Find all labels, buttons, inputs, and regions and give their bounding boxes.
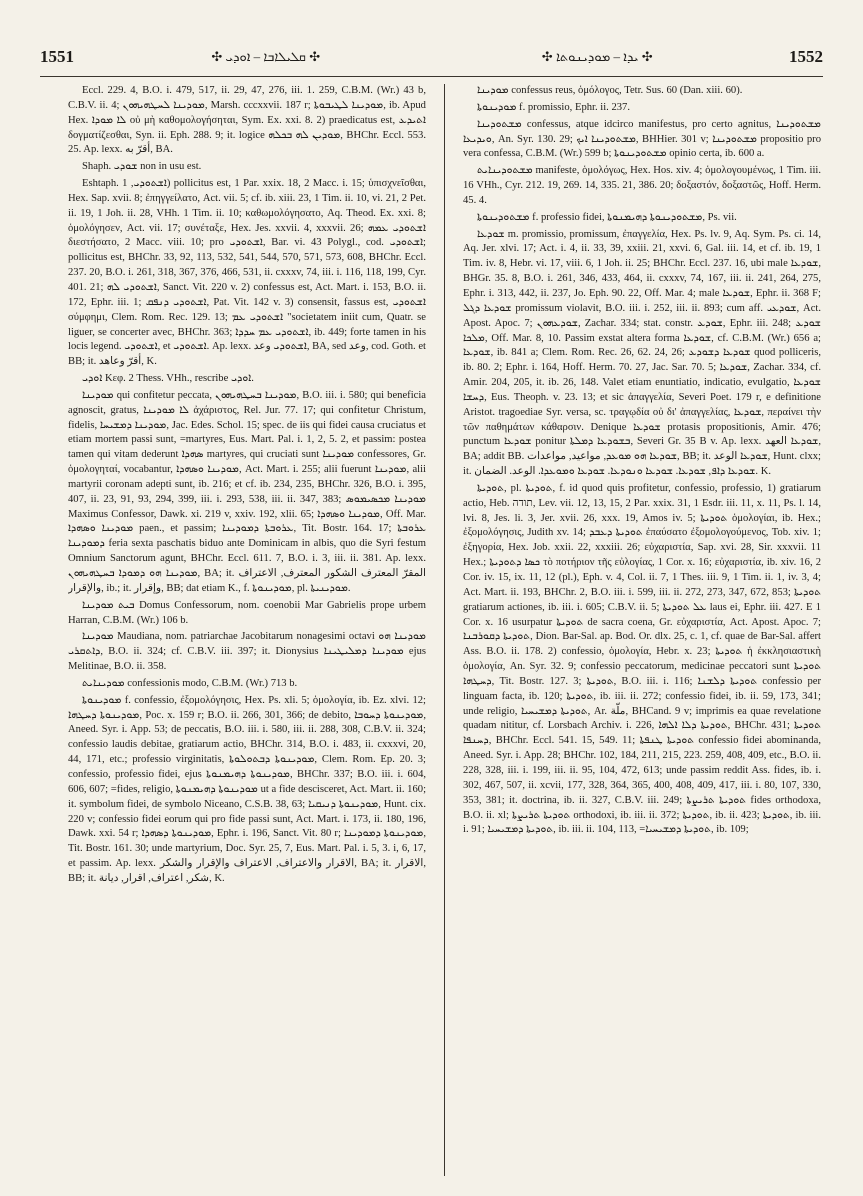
dictionary-entry: ܡܘܕܝܢܘܬܐ f. promissio, Ephr. ii. 237. <box>477 101 630 113</box>
dictionary-entry: ܒܝܬ ܡܘܕܝܢܐ Domus Confessorum, nom. coenobii Mar Gabrielis prope urbem Harran, C.B.M. (Wr.) 106 b. <box>68 599 426 626</box>
dictionary-entry: ܬܘܕܝܬܐ, pl. ܬܘܕܝܬܐ, f. id quod quis profitetur, confessio, professio, 1) gratiarum actio, Heb. תודה, Lev. vii. 12, 13, 15, 2 Par. xxix. 31, 1 Esdr. iii. 11, x. 11, Ps. l. 14, lvi. 8, Jes. li. 3, Jer. xvii. 26, xxx. 19, Amos iv. 5; ܬܘܕܝܬܐ ὁμολογίαι, ib. Hex.; ἐξομολόγησις, Judith xv. 14; ܬܘܕܝܬܐ ܕܥܒܕ ἐπαύσατο ἐξομολογούμενος, Tob. xiv. 1; ἐξηγορία, Hex. Job. xxii. 22, xxxiii. 26; εὐχαριστία, Sap. xvi. 28, Sir. xxxvii. 11 Hex.; ܟܣܐ ܕܬܘܕܝܬܐ τὸ ποτήριον τῆς εὐλογίας, 1 Cor. x. 16; εὐχαριστία, ib. xiv. 16, 2 Cor. iv. 15, ix. 11, 12 (pl.), Eph. v. 4, Col. ii. 7, 1 Thes. iii. 9, 1 Tim. ii. 1, iv. 3, 4; Act. Mart. ii. 193, BHChr. 2, B.O. iii. i. 599, iii. ii. 272, 273, 347, 672, 853; ܬܘܕܝܬܐ gratiarum actiones, ib. iii. i. 605; C.B.V. ii. 5; ܥܠ ܬܘܕܝܬܐ laus ei, Ephr. iii. 427. E 1 Cor. x. 16 usurpatur ܬܘܕܝܬܐ de sacra coena, Gr. εὐχαριστία, Act. Apost. Apoc. 7; ܬܘܕܝܬܐ ܕܩܘܪܒܢܐ, Dion. Bar-Sal. ap. Bod. Or. dlx. 25, c. 1, cf. quae de Bar-Sal. affert Ass. B.O. ii. 178. 2) confessio, ὁμολογία, Hebr. x. 23; ܬܘܕܝܬܐ ἡ ἐκκλησιαστικὴ ὁμολογία, An. Syr. 32. 9; confessio peccatorum, medicinae peccatori sunt ܬܘܕܝܬܐ ܕܚܛܗܐ, Tit. Bostr. 127. 3; ܬܘܕܝܬܐ, B.O. iii. i. 116; ܬܘܕܝܬܐ ܕܠܫܢܐ confessio per linguam facta, ib. 120; ܬܘܕܝܬܐ, ib. iii. ii. 272; confessio fidei, ib. ii. 59, 173, 341; unde religio, ܬܘܕܝܬܐ ܕܡܫܝܚܝܐ, Ar. ملّة, BHCand. 9 v; imprimis ea quae revelatione quadam nititur, cf. Lorsbach Archiv. i. 226, ܬܘܕܝܬܐ ܕܠܐ ܐܠܗܐ, BHChr. 431; ܬܘܕܝܬܐ ܕܚܢܦܐ, BHChr. Eccl. 541. 15, 549. 11; ܬܘܕܝܬܐ ܛܢܦܬܐ confessio fidei abominanda, Aneed. Syr. i. App. 28; BHChr. 102, 184, 211, 215, 223. 259, 408, 409, etc., B.O. ii. 228, 328, iii. i. 199, iii. ii. 95, 104, 472, 613; unde passim reddit Ass. fides, ib. i. 302, 467, 507, ii. xcvii, 177, 328, 364, 365, 400, 408, 409, 417, iii. i. 80, 107, 330, 353, 381; it. doctrina, ib. ii. 327, C.B.V. iii. 249; ܬܘܕܝܬܐ ܬܪܝܨܬܐ fides orthodoxa, B.O. ii. xl; ܬܘܕܝܬܐ ܬܪܝܨܬܐ orthodoxi, ib. iii. ii. 372; ܬܘܕܝܬܐ, ib. ii. 423; ܬܘܕܝܬܐ, ib. iii. i. 91; ܬܘܕܝܬܐ ܕܡܫܝܚܝܐ, ib. iii. ii. 104, 113, =ܬܘܕܝܬܐ ܕܡܫܝܚܝܐ, ib. 109; <box>463 482 821 836</box>
dictionary-entry: Eccl. 229. 4, B.O. i. 479, 517, ii. 29, 47, 276, iii. 1. 259, C.B.M. (Wr.) 43 b, C.B.V. ii. 4; ܡܘܕܝܢܐ ܠܚܛܗܝܗܘܢ, Marsh. cccxxvii. 187 r; ܡܘܕܝܢܐ ܠܛܝܒܘܬܐ, ib. Apud Hex. ܠܐ ܡܘܕܐ οὐ μὴ καθομολογήσηται, Sym. Ex. xxi. 8. 2) praedicatus est, ܐܬܝܕܥ δογματίζεσθαι, Syn. ii. Eph. 288. 9; it. logice ܡܘܕܝܢ ܠܗ ܒܟܠܗ, BHChr. Eccl. 553. 25. Ap. lexx. أقرّ به, BA. <box>68 85 426 156</box>
header-rule <box>40 76 823 77</box>
dictionary-entry: ܫܘܕܥܐ m. promissio, promissum, ἐπαγγελία, Hex. Ps. lv. 9, Aq. Sym. Ps. ci. 14, Aq. Jer. xlvi. 17; Act. i. 4, ii. 33, 39, xxiii. 21, xxvi. 6, Gal. iii. 14, et cf. ib. 19, 1 Tim. iv. 8, Hebr. vi. 17, viii. 6, 1 Joh. ii. 25; BHChr. Eccl. 237. 16, ubi male ܫܘܕܥܐ, BHGr. 35. 8, B.O. i. 261, 346, 433, 464, ii. cxxxv, 74, 167, iii. ii. 241, 264, 275, Ephr. i. 313, 442, ii. 237, Jo. Eph. 90. 22, Off. Mar. 4; male ܫܘܕܥܐ, Ephr. ii. 368 F; ܫܘܕܥܐ ܕܓܠ promissum violavit, B.O. iii. i. 252, iii. ii. 893; cum aff. ܫܘܕܥܝ, Act. Apost. Apoc. 7; ܫܘܕܥܗܘܢ, Zachar. 334; stat. constr. ܫܘܕܥ, Ephr. iii. 248; ܫܘܕܥ ܡܠܟܐ, Off. Mar. 8, 10. Passim exstat altera forma ܫܘܕܥܐ, cf. C.B.M. (Wr.) 656 a; ܫܘܕܥܐ, ib. 841 a; Clem. Rom. Rec. 26, 62. 24, 26; ܫܘܕܥܐ ܕܫܘܕܥ quod polliceris, ib. 80. 2; Ephr. i. 164, Hoff. Herm. 70. 27, Jac. Sar. 70. 5; ܫܘܕܥܐ, Zachar. 334, cf. Amir. 204, 205, it. ib. 26, 148. Valet etiam enuntiatio, indicatio, evulgatio, ܫܘܕܥܐ ܕܚܫܐ, Eus. Theoph. v. 23. 13; et sic ἀπαγγελία, Severi Poet. 179 r, e definitione Aristot. tragoediae Syr. versa, sc. τραγῳδία οὐ δι' ἀπαγγελίας, ܫܘܕܥܐ, περαίνει τὴν τῶν παθημάτων κάθαρσιν. Denique ܫܘܕܥܐ protasis propositionis, Amir. 476; punctum ܫܘܕܥܐ ponitur ܒܫܘܕܥܐ ܕܡܠܬܐ, Severi Gr. 35 B v. Ap. lexx. ܫܘܕܥܐ العهد, BA; addit BB. ܫܘܕܥܐ ܗܘ ܡܘܥܕ, مواعيد, مواعدات, BB; it. ܫܘܕܥܐ الوعد, Hunt. clxx; it. ܫܘܕܥܐ ܕܐܦ, ܫܘܕܥܐ. ܫܘܕܥܐ ܘܢܘܕܥܐ. ܫܘܕܥܐ ܘܡܘܥܕܐ. الوعد. الضمان. K. <box>463 228 821 478</box>
dictionary-entry: Eshtaph. ܐܫܬܘܕܝ, 1) pollicitus est, 1 Par. xxix. 18, 2 Macc. i. 15; ὑπισχνεῖσθαι, Hex. Sap. xvii. 8; ἐπηγγείλατο, Act. vii. 5; cf. ib. xiii. 23, 1 Tim. ii. 10, vi. 21, 2 Pet. ii. 19, 1 Joh. ii. 28, VHh. 1 Tim. ii. 10; καθωμολόγησατο, Aq. Theod. Ex. xxi. 8; ὁμολόγησεν, Act. vii. 17; συνέταξε, Hex. Jes. xxvii. 4, xxxvii. 26; ܐܫܬܘܕܝ ܥܡܗ διεστήσατο, 2 Macc. viii. 10; pro ܐܫܬܘܕܝ, Bar. vi. 43 Polygl., cod. ܐܫܬܘܕܝ; pollicitus est, BHChr. 33, 92, 113, 532, 541, 544, 570, 571, 573, 608, BHChr. Eccl. 237. 20, B.O. i. 261, 318, 367, 376, 466, 531, ii. cxxxv, 74, iii. i. 116, 118, 199, Cyr. 401. 21; ܐܫܬܘܕܝ ܠܗ, Sanct. Vit. 220 v. 2) confessus est, Act. Mart. i. 153, B.O. ii. 172, Ephr. iii. 1; ܐܫܬܘܕܝ ܕܢܦܩ, Pat. Vit. 142 v. 3) consensit, fassus est, ܐܫܬܘܕܝ σύμφημι, Clem. Rom. Rec. 129. 13; ܐܫܬܘܕܝ ܥܡ "societatem iniit cum, Quatr. se liguer, se concerter avec, BHChr. 363; ܐܫܬܘܕܝ ܥܡ ܚܕܕܐ, ib. 449; forte tamen in his locis legend. ܐܫܬܘܕܝ, et ܐܫܬܘܕܝ. Ap. lexx. ܐܫܬܘܕܝ وعد, BA, sed وعد, cod. Goth. et BB; it. أقرّ وعاهد, K. <box>68 178 426 368</box>
dictionary-entry: Shaph. ܫܘܕܝ non in usu est. <box>82 161 202 173</box>
page-header <box>40 42 823 72</box>
page-number-right: 1552 <box>789 47 823 66</box>
left-column <box>68 84 426 1176</box>
dictionary-entry: ܡܘܕܝܢܐ confessus reus, ὁμόλογος, Tetr. Sus. 60 (Dan. xiii. 60). <box>477 85 743 96</box>
dictionary-entry: ܐܘܕܝ Κεφ. 2 Thess. VHh., rescribe ܐܘܕܝ. <box>82 373 254 385</box>
dictionary-entry: ܡܘܕܝܢܘܬܐ f. confessio, ἐξομολόγησις, Hex. Ps. xli. 5; ὁμολογία, ib. Ez. xlvi. 12; ܡܘܕܝܢܘܬܐ ܕܚܛܗܐ, Poc. x. 159 r; B.O. ii. 266, 301, 366; de debito, ܡܘܕܝܢܘܬܐ ܕܚܘܒܐ, Aneed. Syr. i. App. 53; de peccatis, B.O. iii. i. 580, iii. ii. 288, 308, C.B.V. ii. 324; confessio laudis debitae, gratiarum actio, BHChr. 314, B.O. i. 483, ii. cxxxvi, 20, 44, 171, etc.; professio virginitatis, ܡܘܕܝܢܘܬܐ ܕܒܬܘܠܘܬܐ, Clem. Rom. Ep. 20. 3; confessio, professio fidei, ejus ܡܘܕܝܢܘܬܐ ܕܗܝܡܢܘܬܐ, BHChr. 337; B.O. iii. i. 604, 606, 607; =fides, religio, ܡܘܕܝܢܘܬܐ ܕܗܝܡܢܘܬܐ ut a fide descisceret, Act. Mart. ii. 160; it. symbolum fidei, de symbolo Niceano, C.S.B. 38, 63; ܡܘܕܝܢܘܬܐ ܕܢܝܩܝܐ, Hunt. cix. 220 v; confessio fidei eorum qui pro fide passi sunt, Act. Mart. i. 173, ii. 180, 196, Dawk. xxi. 54 r; ܡܘܕܝܢܘܬܐ ܕܣܗܕܐ, Ephr. i. 196, Sanct. Vit. 80 r; ܡܘܕܝܢܘܬܐ ܕܡܘܕܝܢܐ, Tit. Bostr. 161. 30; unde martyrium, Doc. Syr. 25, 7, Eus. Mart. Pal. i. 5, 3. i, 6, 17, et passim. Ap. lexx. الاقرار والاعتراف, الاعتراف والإقرار والشكر, BA; it. الاقرار, BB; it. شكر, اعتراف, اقرار, ديانة, K. <box>68 694 426 884</box>
dictionary-entry: ܡܘܕܝܢܐܝܬ confessionis modo, C.B.M. (Wr.) 713 b. <box>82 677 298 689</box>
right-column <box>463 84 821 1176</box>
dictionary-entry: ܡܫܬܘܕܝܢܐܝܬ manifeste, ὁμολόγως, Hex. Hos. xiv. 4; ὁμολογουμένως, 1 Tim. iii. 16 VHh., Cyr. 212. 19, 269. 14, 335. 21, 386. 20; δοξαστόν, δοξαστῶς, Hoff. Herm. 45. 4. <box>463 165 821 206</box>
column-divider <box>444 84 445 1176</box>
page-number-left: 1551 <box>40 47 74 66</box>
running-head-left: ✣ ܩܠܝܠܐܒܐ – ܐܘܕܝ ✣ <box>211 49 321 64</box>
two-column-body <box>68 84 821 1176</box>
dictionary-entry: ܡܘܕܝܢܐ Maudiana, nom. patriarchae Jacobitarum nonagesimi octavi ܡܘܕܝܢܐ ܗܘ ܕܐܬܩܪܝ, B.O. ii. 324; cf. C.B.V. iii. 397; it. Dionysius ܡܘܕܝܢܐ ܕܡܠܝܛܝܢܐ ejus Melitinae, B.O. ii. 358. <box>68 631 426 673</box>
running-head-right: ✣ ܝܕܐ – ܡܘܕܝܢܘܬܐ ✣ <box>541 49 653 64</box>
dictionary-entry: ܡܫܬܘܕܝܢܘܬܐ f. professio fidei, ܡܫܬܘܕܝܢܘܬܐ ܕܗܝܡܢܘܬܐ, Ps. vii. <box>477 211 737 223</box>
dictionary-entry: ܡܫܬܘܕܝܢܐ confessus, atque idcirco manifestus, pro certo agnitus, ܡܫܬܘܕܝܢܐ ܘܝܕܝܥܐ, An. Syr. 130. 29; ܡܫܬܘܕܝܢܐ ܐܝܟ, BHHier. 301 v; ܡܫܬܘܕܝܢܐ propositio pro vera confessa, C.B.M. (Wr.) 599 b; ܡܫܬܘܕܝܢܘܬܐ opinio certa, ib. 600 a. <box>463 118 821 160</box>
dictionary-entry: ܡܘܕܝܢܐ qui confitetur peccata, ܡܘܕܝܢܐ ܒܚܛܗܝܗܘܢ, B.O. iii. i. 580; qui beneficia agnoscit, gratus, ܠܐ ܡܘܕܝܢܐ ἀχάριστος, Rel. Jur. 77. 17; qui confitetur Christum, fidelis, ܡܘܕܝܢܐ ܕܡܫܝܚܐ, Jac. Edes. Schol. 15; spec. de iis qui fidei causa cruciatus et etiam mortem passi sunt, =martyres, Eus. Mart. Pal. i. 1, 2, 5. 2, et passim: postea tamen qui vitam dederunt ܣܗܕܐ martyres, qui cruciati sunt ܡܘܕܝܢܐ confessores, Gr. ὁμολογηταί, vocabantur, ܡܘܕܝܢܐ ܘܣܗܕܐ, Act. Mart. i. 255; alii fuerunt ܡܘܕܝܢܐ, alii martyrii coronam adepti sunt, ib. 216; et cf. ib. 234, 235, BHChr. 326, B.O. i. 395, 407, ii. 23, 91, 93, 294, 399, iii. i. 293, 538, iii. ii. 347, 383; ܡܘܕܝܢܐ ܡܟܣܝܡܘܣ Maximus Confessor, Dawk. xi. 219 v, xxiv. 192, xlii. 65; ܡܘܕܝܢܐ ܘܣܗܕܐ, Off. Mar. ܡܘܕܝܢܐ ܘܣܗܕܐ paen., et passim; ܥܪܘܒܬܐ ܕܡܘܕܝܢܐ, Tit. Bostr. 164. 17; ܥܪܘܒܬܐ ܕܡܘܕܝܢܐ feria sexta paschatis biduo ante Dominicam in albis, quo die Syri festum Omnium Sanctorum agunt, BHChr. Eccl. 611. 7, B.O. i. 3, iii. ii. 381. Ap. lexx. ܡܘܕܝܢܐ ܗܘ ܕܡܘܕܐ ܒܚܛܗܝܗܘܢ, BA; it. المقرّ المعترف الشكور المعترف, الاعتراف والإقرار, ib.; it. وإقرار, BB; dat etiam K., f. ܡܘܕܝܢܘܬܐ, pl. ܡܘܕܝܢܝܬܐ. <box>68 389 426 594</box>
